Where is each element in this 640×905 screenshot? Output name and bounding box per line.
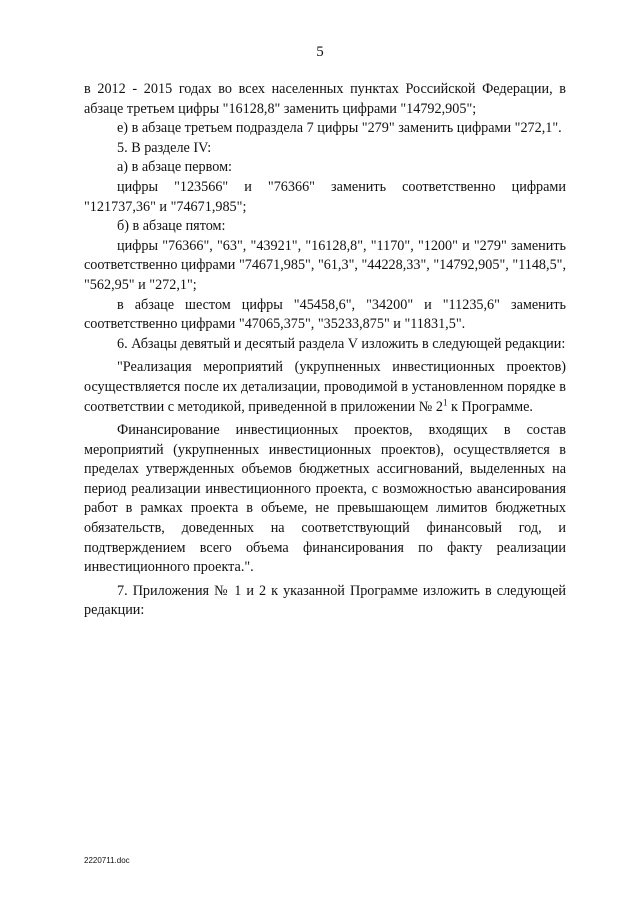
paragraph-item-5: 5. В разделе IV: — [117, 139, 212, 156]
paragraph-financing: Финансирование инвестиционных проектов, входящих в состав мероприятий (укрупненных инвестиционных проектов), осуществляется в пределах утвержденных объемов бюджетных ассигнований, выделенных на период реализации инвестиционного проекта, с возможностью авансирования работ в рамках проекта в объеме, не превышающем лимитов бюджетных обязательств, доведенных на соответствующий финансовый год, и подтверждением всего объема финансирования по факту реализации инвестиционного проекта.". — [84, 422, 566, 576]
paragraph-1-continuation: в 2012 - 2015 годах во всех населенных пунктах Российской Федерации, в абзаце третьем цифры "16128,8" заменить цифрами "14792,905"; — [84, 81, 566, 117]
paragraph-sub-a-figures: цифры "123566" и "76366" заменить соответственно цифрами "121737,36" и "74671,985"; — [84, 178, 566, 215]
paragraph-implementation-quote — [84, 358, 566, 417]
paragraph-item-7: 7. Приложения № 1 и 2 к указанной Программе изложить в следующей редакции: — [84, 582, 566, 619]
footer-filename: 2220711.doc — [84, 856, 130, 865]
paragraph-sixth-abzac: в абзаце шестом цифры "45458,6", "34200" и "11235,6" заменить соответственно цифрами "47065,375", "35233,875" и "11831,5". — [84, 296, 566, 333]
document-body — [84, 80, 566, 621]
paragraph-e-section7: е) в абзаце третьем подраздела 7 цифры "279" заменить цифрами "272,1". — [117, 120, 562, 137]
superscript-marker: 1 — [443, 396, 448, 407]
paragraph-item-6: 6. Абзацы девятый и десятый раздела V изложить в следующей редакции: — [117, 335, 566, 352]
quote-text-after: к Программе. — [447, 398, 533, 415]
paragraph-sub-b-figures: цифры "76366", "63", "43921", "16128,8", "1170", "1200" и "279" заменить соответственно цифрами "74671,985", "61,3", "44228,33", "14792,905", "1148,5", "562,95" и "272,1"; — [84, 237, 566, 293]
paragraph-sub-b: б) в абзаце пятом: — [117, 218, 226, 235]
paragraph-sub-a: а) в абзаце первом: — [117, 159, 232, 176]
page-number: 5 — [316, 44, 324, 60]
quote-text-before: "Реализация мероприятий (укрупненных инвестиционных проектов) осуществляется после их детализации, проводимой в установленном порядке в соответствии с методикой, приведенной в приложении № 2 — [84, 359, 566, 415]
